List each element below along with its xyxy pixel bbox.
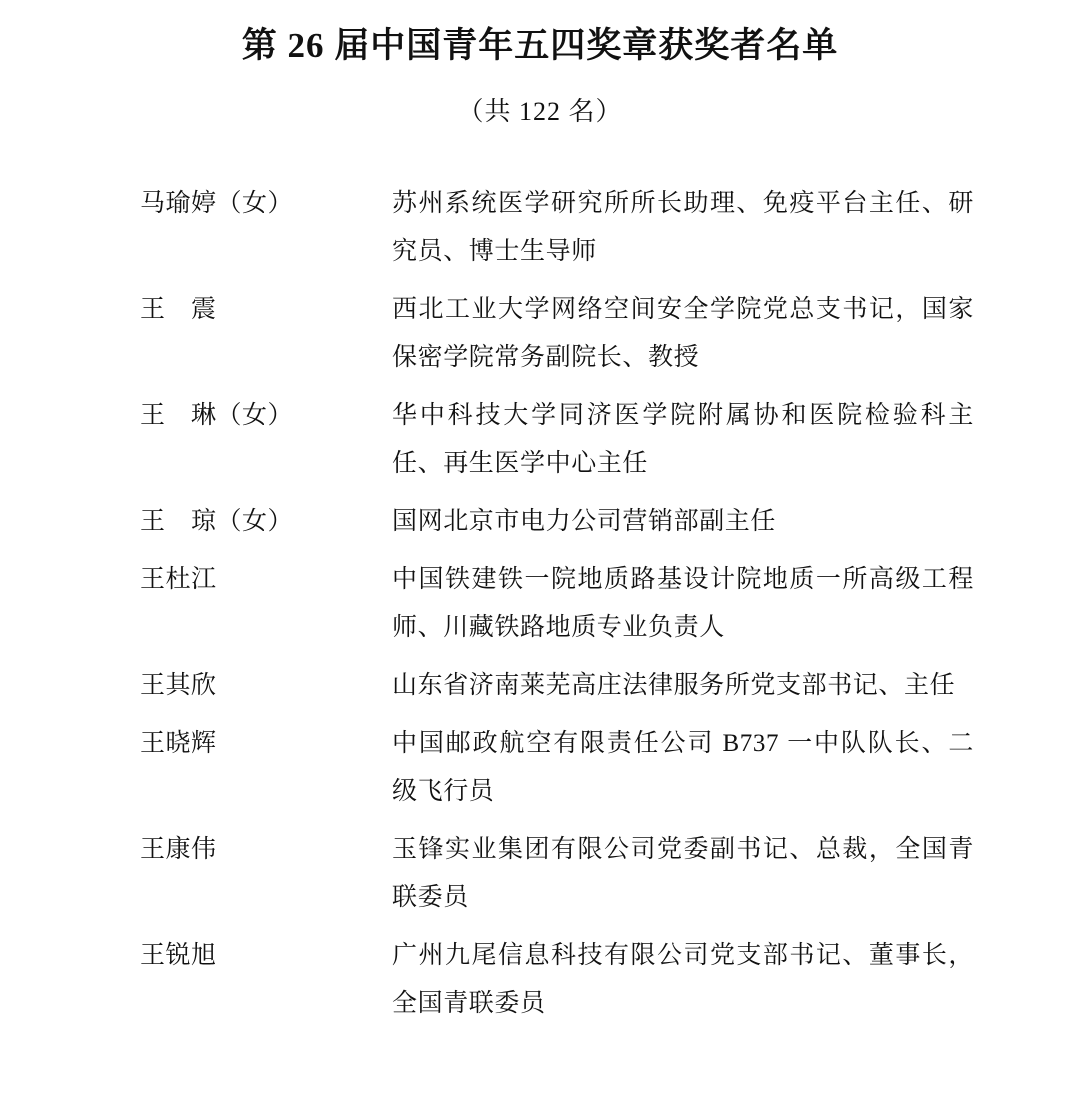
page-title: 第 26 届中国青年五四奖章获奖者名单	[241, 26, 839, 65]
awardee-description: 国网北京市电力公司营销部副主任	[392, 508, 777, 536]
awardee-name: 王康伟	[140, 836, 217, 864]
list-item	[140, 498, 974, 546]
awardee-name: 王杜江	[140, 566, 217, 594]
list-item	[140, 932, 974, 1028]
awardee-description: 苏州系统医学研究所所长助理、免疫平台主任、研究员、博士生导师	[392, 190, 974, 266]
awardee-name: 马瑜婷（女）	[140, 190, 294, 218]
awardee-name: 王 琳（女）	[140, 402, 294, 430]
awardee-description: 山东省济南莱芜高庄法律服务所党支部书记、主任	[392, 672, 956, 700]
awardee-name: 王 震	[140, 296, 217, 324]
page-subtitle: （共 122 名）	[457, 97, 623, 127]
awardee-description: 广州九尾信息科技有限公司党支部书记、董事长，全国青联委员	[392, 942, 974, 1018]
awardee-name: 王锐旭	[140, 942, 217, 970]
awardee-description: 华中科技大学同济医学院附属协和医院检验科主任、再生医学中心主任	[392, 402, 974, 478]
document-page	[0, 22, 1080, 1111]
awardee-name: 王晓辉	[140, 730, 217, 758]
awardee-list	[0, 180, 1080, 1028]
list-item	[140, 556, 974, 652]
awardee-description: 西北工业大学网络空间安全学院党总支书记，国家保密学院常务副院长、教授	[392, 296, 974, 372]
awardee-name: 王 琼（女）	[140, 508, 294, 536]
awardee-description: 中国邮政航空有限责任公司 B737 一中队队长、二级飞行员	[392, 730, 974, 806]
awardee-description: 中国铁建铁一院地质路基设计院地质一所高级工程师、川藏铁路地质专业负责人	[392, 566, 974, 642]
list-item	[140, 180, 974, 276]
list-item	[140, 720, 974, 816]
list-item	[140, 662, 974, 710]
list-item	[140, 286, 974, 382]
awardee-description: 玉锋实业集团有限公司党委副书记、总裁，全国青联委员	[392, 836, 974, 912]
list-item	[140, 826, 974, 922]
list-item	[140, 392, 974, 488]
awardee-name: 王其欣	[140, 672, 217, 700]
